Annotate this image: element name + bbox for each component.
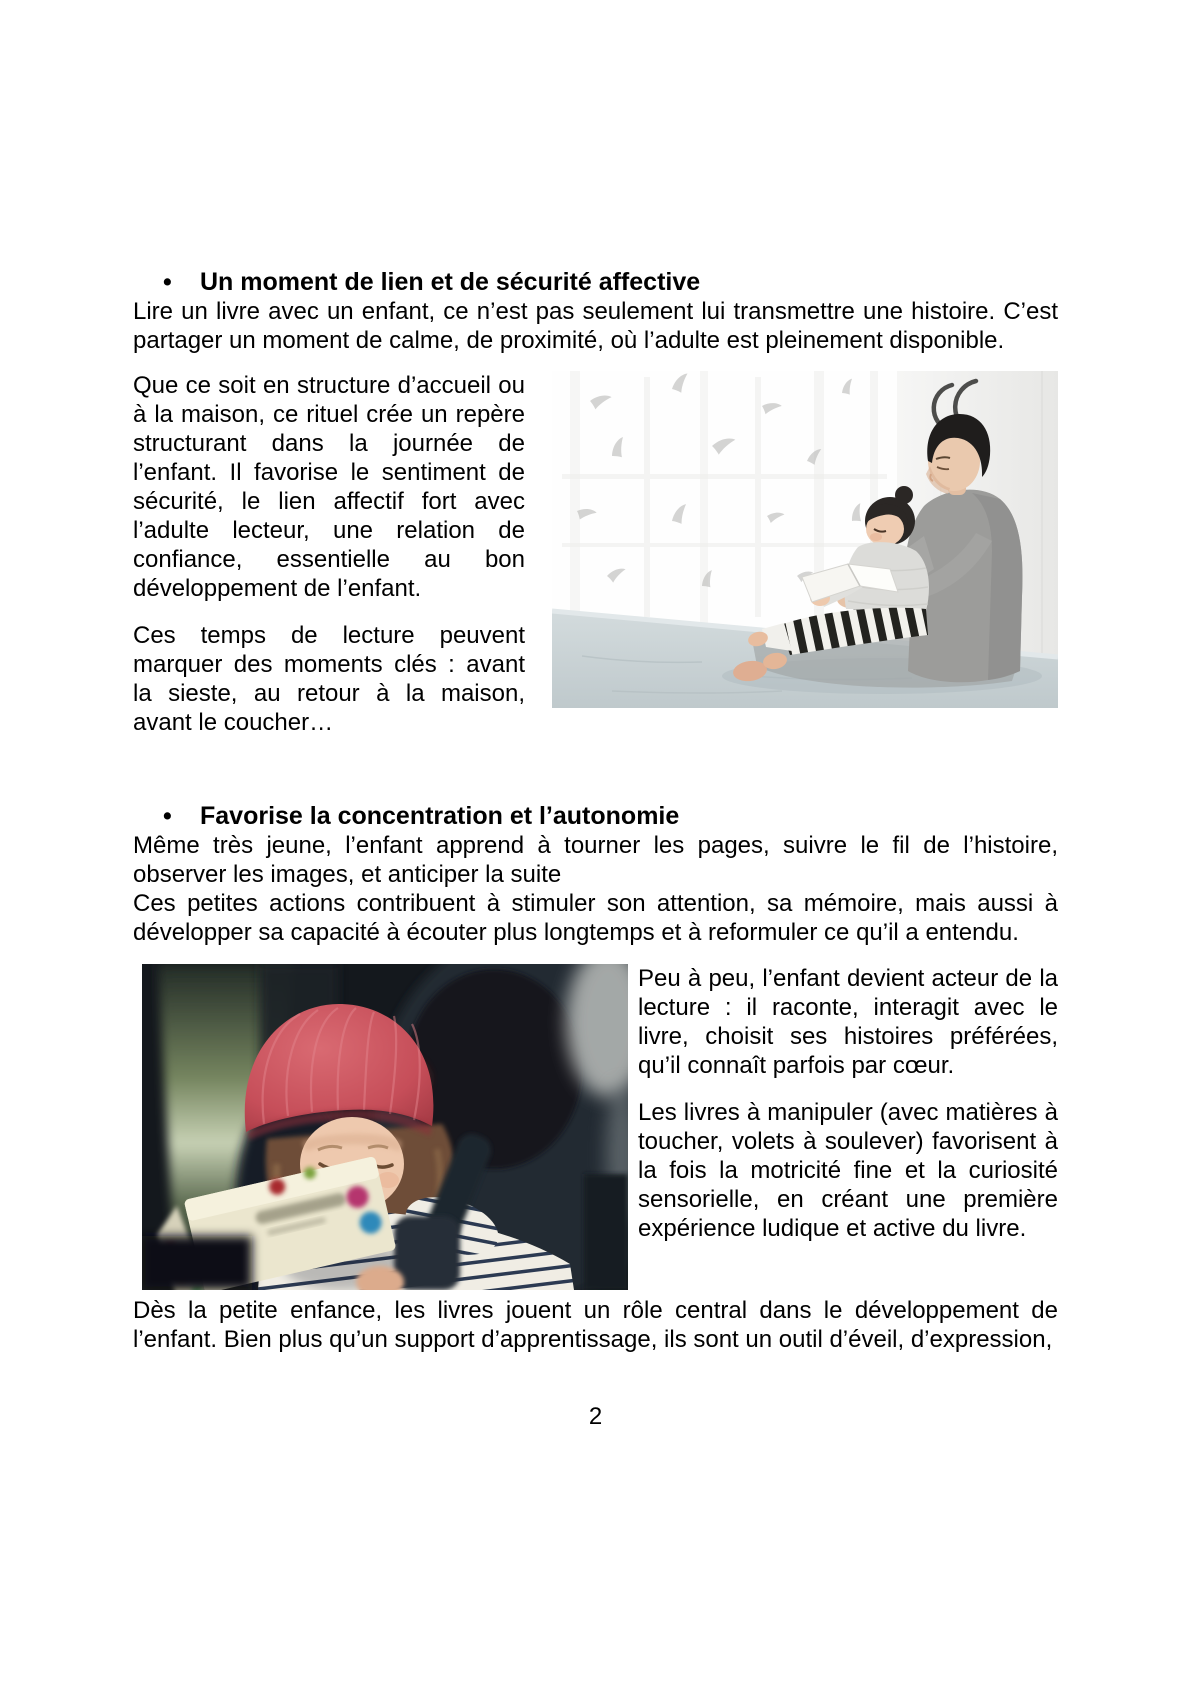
section-2-heading-text: Favorise la concentration et l’autonomie bbox=[200, 802, 680, 830]
closing-paragraph: Dès la petite enfance, les livres jouent un rôle central dans le développement de l’enfant. Bien plus qu’un support d’apprentissage, ils sont un outil d’éveil, d’expression, bbox=[133, 1297, 1058, 1353]
page-number: 2 bbox=[588, 1403, 603, 1430]
section-1-wrap-paragraph-2: Ces temps de lecture peuvent marquer des moments clés : avant la sieste, au retour à la maison, avant le coucher… bbox=[133, 622, 525, 736]
bullet-icon: • bbox=[163, 268, 172, 296]
section-2-paragraph-1: Même très jeune, l’enfant apprend à tourner les pages, suivre le fil de l’histoire, observer les images, et anticiper la suite bbox=[133, 832, 1058, 888]
harness-buckle bbox=[394, 1216, 460, 1290]
section-2-body bbox=[133, 964, 1058, 1296]
bullet-icon: • bbox=[163, 802, 172, 830]
section-1-heading-text: Un moment de lien et de sécurité affective bbox=[200, 268, 701, 296]
section-1-intro-paragraph: Lire un livre avec un enfant, ce n’est pas seulement lui transmettre une histoire. C’est partager un moment de calme, de proximité, où l’adulte est pleinement disponible. bbox=[133, 298, 1058, 354]
section-2-wrap-paragraph-1: Peu à peu, l’enfant devient acteur de la lecture : il raconte, interagit avec le livre, choisit ses histoires préférées, qu’il connaît parfois par cœur. bbox=[638, 965, 1058, 1079]
photo-child-car-seat bbox=[142, 964, 628, 1290]
section-2-wrap-paragraph-2: Les livres à manipuler (avec matières à toucher, volets à soulever) favorisent à la fois la motricité fine et la curiosité sensorielle, en créant une première expérience ludique et active du livre. bbox=[638, 1099, 1058, 1242]
section-2-heading bbox=[133, 801, 1058, 831]
section-1-body bbox=[133, 371, 1058, 737]
photo-adult-child-reading-window bbox=[552, 371, 1058, 708]
section-2-paragraph-2: Ces petites actions contribuent à stimuler son attention, sa mémoire, mais aussi à développer sa capacité à écouter plus longtemps et à reformuler ce qu’il a entendu. bbox=[133, 890, 1058, 946]
section-1-heading bbox=[133, 267, 1058, 297]
section-1-wrap-paragraph-1: Que ce soit en structure d’accueil ou à la maison, ce rituel crée un repère structurant dans la journée de l’enfant. Il favorise le sentiment de sécurité, le lien affectif fort avec l’adulte lecteur, une relation de confiance, essentielle au bon développement de l’enfant. bbox=[133, 372, 525, 602]
